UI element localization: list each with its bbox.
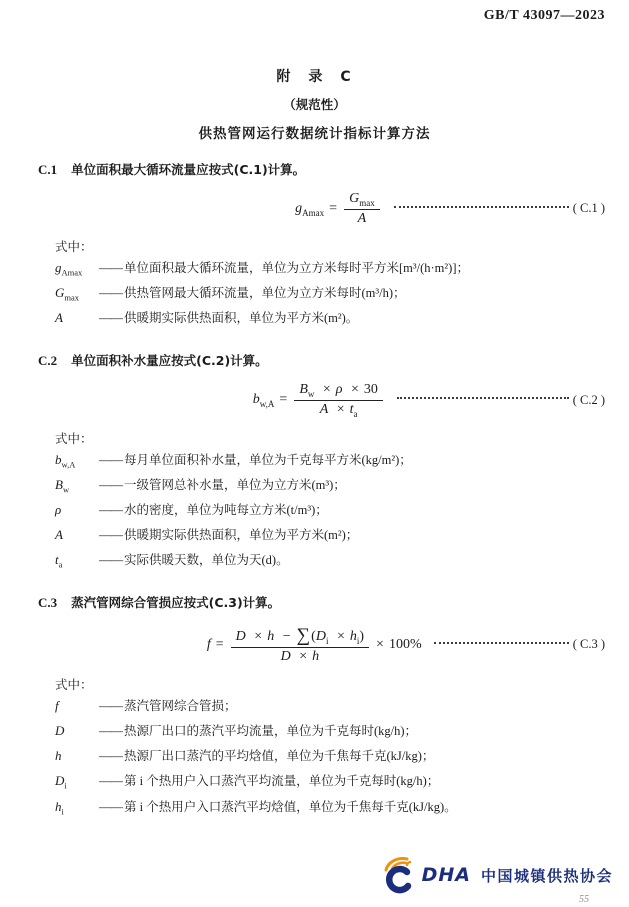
where-label: 式中：	[55, 678, 93, 693]
var-rho: ρ	[335, 382, 343, 398]
association-name: 中国城镇供热协会	[480, 866, 613, 885]
right-paren: )	[359, 629, 365, 645]
cdha-wordmark: DHA	[421, 864, 471, 886]
equation-label: ( C.1 )	[572, 201, 605, 216]
formula-c1	[0, 191, 629, 227]
dotted-leader	[394, 206, 569, 208]
symbol: $g_{Amax}$	[55, 259, 83, 278]
where-label: 式中：	[55, 431, 93, 446]
dash: ——	[99, 527, 122, 542]
section-number: C.2	[38, 353, 58, 369]
page-number: 55	[579, 894, 589, 905]
var-A: A	[357, 210, 367, 226]
definition-row	[0, 500, 629, 525]
times-sign: ×	[322, 382, 331, 398]
definition-text: 实际供暖天数，单位为天(d)。	[124, 553, 289, 568]
dash: ——	[99, 477, 122, 492]
definition-text: 一级管网总补水量，单位为立方米(m³)；	[124, 477, 346, 492]
dotted-leader	[397, 397, 569, 399]
definition-row	[0, 450, 629, 475]
definition-text: 蒸汽管网综合管损；	[124, 699, 237, 714]
formula-c2-expression	[253, 382, 385, 419]
var-D: D	[235, 629, 246, 645]
section-lead-text: 单位面积补水量应按式(C.2)计算。	[71, 353, 268, 369]
definition-row	[0, 721, 629, 746]
var-b-sub: w,A	[259, 398, 275, 409]
times-sign: ×	[336, 629, 345, 645]
formula-c1-expression	[295, 191, 382, 227]
definition-text: 每月单位面积补水量，单位为千克每平方米(kg/m²)；	[124, 452, 412, 467]
formula-c3-expression	[207, 624, 422, 665]
dash: ——	[99, 452, 122, 467]
times-sign: ×	[351, 382, 359, 398]
section-lead-text: 蒸汽管网综合管损应按式(C.3)计算。	[71, 595, 281, 611]
definition-row	[0, 696, 629, 721]
symbol: h	[55, 748, 62, 764]
left-paren: (	[311, 629, 316, 645]
definition-row	[0, 525, 629, 550]
var-h: h	[267, 629, 275, 645]
definition-row	[0, 550, 629, 575]
var-D: D	[280, 649, 291, 665]
section-c3-lead	[0, 593, 629, 611]
var-G-sub: max	[359, 197, 375, 208]
section-lead-text: 单位面积最大循环流量应按式(C.1)计算。	[71, 162, 306, 177]
section-number: C.1	[38, 162, 58, 177]
symbol: A	[55, 309, 63, 325]
definition-text: 第 i 个热用户入口蒸汽平均焓值，单位为千焦每千克(kJ/kg)。	[124, 799, 457, 814]
dash: ——	[99, 699, 122, 714]
appendix-title: 附 录 C	[276, 69, 353, 85]
times-sign: ×	[254, 629, 263, 645]
equals-sign: =	[215, 636, 224, 652]
definition-row	[0, 746, 629, 771]
sigma-sum: ∑	[296, 625, 311, 647]
definition-text: 热源厂出口蒸汽的平均焓值，单位为千焦每千克(kJ/kg)；	[124, 749, 435, 764]
minus-sign: −	[282, 629, 291, 645]
formula-c2	[0, 382, 629, 419]
symbol: $D_i$	[55, 773, 67, 792]
dash: ——	[99, 260, 122, 275]
definition-text: 第 i 个热用户入口蒸汽平均流量，单位为千克每时(kg/h)；	[124, 774, 440, 789]
equals-sign: =	[329, 200, 338, 216]
var-t: t	[349, 401, 354, 417]
dash: ——	[99, 774, 122, 789]
var-A: A	[319, 401, 329, 417]
var-f: f	[206, 636, 211, 652]
definition-row	[0, 283, 629, 308]
association-logo	[380, 855, 613, 895]
definition-row	[0, 797, 629, 822]
section-number: C.3	[38, 595, 58, 611]
var-Di: D	[315, 629, 326, 645]
definition-row	[0, 475, 629, 500]
times-sign: ×	[376, 636, 384, 652]
dotted-leader	[434, 642, 569, 644]
section-c2-lead	[0, 351, 629, 369]
fraction: $\frac{B_w \times \rho \times 30}{A \times t_a}$	[294, 382, 383, 419]
symbol: $b_{w,A}$	[55, 451, 76, 470]
definition-text: 供暖期实际供热面积，单位为平方米(m²)。	[124, 310, 359, 325]
symbol: A	[55, 526, 63, 542]
definition-row	[0, 771, 629, 796]
percent-value: 100%	[388, 636, 422, 652]
definition-text: 热源厂出口的蒸汽平均流量，单位为千克每时(kg/h)；	[124, 724, 418, 739]
section-c1-lead	[0, 160, 629, 178]
symbol: $B_w$	[55, 476, 70, 495]
dash: ——	[99, 285, 122, 300]
symbol: D	[55, 723, 65, 739]
dash: ——	[99, 799, 122, 814]
constant-30: 30	[363, 382, 378, 398]
times-sign: ×	[299, 649, 308, 665]
fraction: $\frac{D \times h - \sum(D_i \times h_i)}{D \times h}$	[231, 624, 369, 665]
definition-text: 单位面积最大循环流量，单位为立方米每时平方米[m³/(h·m²)]；	[124, 260, 469, 275]
dash: ——	[99, 724, 122, 739]
var-g-sub: Amax	[302, 207, 325, 218]
definition-row	[0, 308, 629, 333]
equals-sign: =	[279, 392, 288, 408]
document-subtitle: 供热管网运行数据统计指标计算方法	[198, 126, 431, 142]
dash: ——	[99, 553, 122, 568]
formula-c3	[0, 624, 629, 665]
equation-label: ( C.3 )	[572, 637, 605, 652]
where-label: 式中：	[55, 239, 93, 254]
dash: ——	[99, 502, 122, 517]
symbol: $h_i$	[55, 798, 64, 817]
var-b: b	[252, 391, 260, 407]
definition-text: 供暖期实际供热面积，单位为平方米(m²)；	[124, 527, 359, 542]
definition-row	[0, 258, 629, 283]
cdha-emblem-icon	[380, 855, 420, 895]
normative-label: （规范性）	[283, 97, 346, 112]
symbol: f	[55, 698, 59, 714]
var-B: B	[299, 382, 308, 398]
standard-code: GB/T 43097—2023	[483, 8, 605, 23]
var-hi: h	[349, 629, 357, 645]
times-sign: ×	[336, 401, 345, 417]
var-h: h	[312, 649, 320, 665]
var-G: G	[349, 191, 360, 206]
definition-text: 水的密度，单位为吨每立方米(t/m³)；	[124, 502, 328, 517]
dash: ——	[99, 310, 122, 325]
symbol: $G_{max}$	[55, 284, 80, 303]
var-g: g	[295, 200, 303, 216]
definition-text: 供热管网最大循环流量，单位为立方米每时(m³/h)；	[124, 285, 406, 300]
equation-label: ( C.2 )	[572, 392, 605, 407]
dash: ——	[99, 749, 122, 764]
fraction	[344, 191, 380, 227]
symbol: ρ	[55, 501, 62, 517]
symbol: $t_a$	[55, 552, 63, 570]
